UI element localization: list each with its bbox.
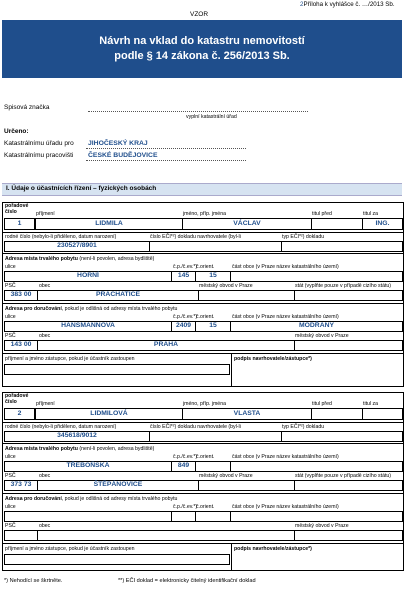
- orient-no-field[interactable]: [195, 271, 231, 282]
- perm-addr-heading: [5, 446, 154, 452]
- del-street-field[interactable]: [4, 511, 172, 522]
- divider: [3, 232, 403, 233]
- district-label: městský obvod v Praze: [295, 333, 349, 339]
- house-no-label: č.p./č.ev.*): [173, 504, 198, 510]
- eci-type-label: typ EČI*²) dokladu: [282, 234, 325, 240]
- representative-field[interactable]: [4, 364, 230, 375]
- signature-field[interactable]: [233, 554, 401, 568]
- given-name-label: jméno, příp. jména: [183, 211, 226, 217]
- title-after-field[interactable]: [362, 408, 403, 420]
- footnote-2: **) EČI doklad = elektronicky čitelný identifikační doklad: [118, 578, 256, 584]
- order-value: 1: [17, 220, 22, 227]
- surname-value: LIDMILA: [95, 220, 123, 227]
- eci-type-field[interactable]: [281, 431, 403, 442]
- zip-label: PSČ: [5, 283, 16, 289]
- birth-no-field[interactable]: [4, 431, 150, 442]
- town-label: obec: [39, 523, 51, 529]
- title-box: [2, 20, 402, 78]
- divider: [3, 303, 403, 304]
- delivery-note: , pokud je odlišná od adresy místa trvalého pobytu: [61, 496, 178, 502]
- del-part-value: MODŘANY: [298, 322, 335, 329]
- zip-value: 383 00: [10, 291, 32, 298]
- eci-no-label: číslo EČI*²) dokladu navrhovatele (byl-li: [150, 234, 241, 240]
- del-orient-value: 15: [209, 322, 217, 329]
- town-value: PRACHATICE: [95, 291, 141, 298]
- del-town-field[interactable]: [37, 340, 295, 351]
- birth-no-label: rodné číslo (nebylo-li přiděleno, datum narození): [5, 424, 117, 430]
- town-field[interactable]: [37, 290, 199, 301]
- town-part-label: část obce (v Praze název katastrálního území): [232, 454, 339, 460]
- district-label: městský obvod v Praze: [295, 523, 349, 529]
- divider: [3, 253, 403, 254]
- street-label: ulice: [5, 454, 16, 460]
- street-value: TŘEBOŇSKÁ: [66, 462, 110, 469]
- town-part-label: část obce (v Praze název katastrálního území): [232, 314, 339, 320]
- district-label: městský obvod v Praze: [199, 473, 253, 479]
- given-value: VÁCLAV: [233, 220, 261, 227]
- del-zip-value: 143 00: [10, 341, 32, 348]
- title-before-field[interactable]: [311, 408, 363, 420]
- perm-addr-note: (není-li povolen, adresa bydliště): [79, 256, 155, 262]
- title-after-value: ING.: [375, 220, 390, 227]
- party-block-1: [2, 202, 404, 387]
- annex-note-text: Příloha k vyhlášce č. …/2013 Sb.: [303, 1, 395, 8]
- workplace-label: Katastrálnímu pracovišti: [4, 152, 74, 159]
- house-no-field[interactable]: [171, 271, 196, 282]
- house-value: 849: [177, 462, 190, 469]
- del-house-field[interactable]: [171, 321, 196, 332]
- town-part-label: část obce (v Praze název katastrálního území): [232, 504, 339, 510]
- section-label: I. Údaje o účastnících řízení – fyzických osobách: [6, 185, 157, 192]
- street-field[interactable]: [4, 461, 172, 472]
- eci-type-field[interactable]: [281, 241, 403, 252]
- town-part-field[interactable]: [230, 461, 403, 472]
- order-field[interactable]: [4, 218, 35, 230]
- town-field[interactable]: [37, 480, 199, 491]
- given-name-field[interactable]: [182, 408, 312, 420]
- zip-label: PSČ: [5, 523, 16, 529]
- surname-field[interactable]: [35, 218, 183, 230]
- delivery-note: , pokud je odlišná od adresy místa trvalého pobytu: [61, 306, 178, 312]
- title-after-label: titul za: [363, 211, 378, 217]
- district-field[interactable]: [198, 290, 295, 301]
- file-mark-field[interactable]: [88, 111, 308, 112]
- surname-field[interactable]: [35, 408, 183, 420]
- del-orient-field[interactable]: [195, 511, 231, 522]
- title-line-2: podle § 14 zákona č. 256/2013 Sb.: [114, 50, 290, 62]
- signature-label: podpis navrhovatele/zástupce*): [234, 546, 312, 552]
- house-no-label: č.p./č.ev.*): [173, 264, 198, 270]
- zip-field[interactable]: [4, 480, 38, 491]
- footnote-1: *) Nehodící se škrtněte.: [4, 578, 63, 584]
- zip-label: PSČ: [5, 333, 16, 339]
- town-part-field[interactable]: [230, 271, 403, 282]
- orient-no-label: č.orient.: [196, 314, 215, 320]
- town-label: obec: [39, 473, 51, 479]
- house-no-label: č.p./č.ev.*): [173, 454, 198, 460]
- given-name-label: jméno, příp. jména: [183, 401, 226, 407]
- country-field[interactable]: [294, 480, 403, 491]
- eci-type-label: typ EČI*²) dokladu: [282, 424, 325, 430]
- town-part-label: část obce (v Praze název katastrálního území): [232, 264, 339, 270]
- office-label: Katastrálnímu úřadu pro: [4, 140, 74, 147]
- surname-label: příjmení: [36, 211, 55, 217]
- delivery-heading: [5, 306, 177, 312]
- district-field[interactable]: [198, 480, 295, 491]
- divider: [231, 353, 232, 386]
- del-district-field[interactable]: [294, 340, 403, 351]
- del-street-field[interactable]: [4, 321, 172, 332]
- orient-no-label: č.orient.: [196, 264, 215, 270]
- zip-field[interactable]: [4, 290, 38, 301]
- del-part-field[interactable]: [230, 511, 403, 522]
- eci-no-label: číslo EČI*²) dokladu navrhovatele (byl-li: [150, 424, 241, 430]
- town-label: obec: [39, 283, 51, 289]
- birth-no-value: 345618/9012: [57, 432, 97, 439]
- divider: [3, 443, 403, 444]
- order-label: pořadové číslo: [5, 203, 29, 215]
- house-no-label: č.p./č.ev.*): [173, 314, 198, 320]
- del-orient-field[interactable]: [195, 321, 231, 332]
- order-label: pořadové číslo: [5, 393, 29, 405]
- perm-addr-label: Adresa místa trvalého pobytu: [5, 446, 78, 452]
- street-label: ulice: [5, 504, 16, 510]
- country-label: stát (vyplňte pouze v případě cizího státu): [295, 473, 392, 479]
- delivery-label: Adresa pro doručování: [5, 496, 62, 502]
- del-zip-field[interactable]: [4, 530, 38, 541]
- order-field[interactable]: [4, 408, 35, 420]
- title-before-field[interactable]: [311, 218, 363, 230]
- divider: [3, 543, 403, 544]
- street-value: HORNÍ: [77, 272, 99, 279]
- title-line-1: Návrh na vklad do katastru nemovitostí: [99, 35, 305, 47]
- representative-label: příjmení a jméno zástupce, pokud je účastník zastoupen: [5, 356, 135, 362]
- birth-no-value: 230527/8901: [57, 242, 97, 249]
- surname-value: LIDMILOVÁ: [90, 410, 128, 417]
- eci-no-field[interactable]: [149, 431, 282, 442]
- perm-addr-note: (není-li povolen, adresa bydliště): [79, 446, 155, 452]
- town-label: obec: [39, 333, 51, 339]
- representative-label: příjmení a jméno zástupce, pokud je účastník zastoupen: [5, 546, 135, 552]
- addressed-heading: Určeno:: [4, 128, 29, 135]
- section-bar: [2, 183, 402, 196]
- house-value: 145: [177, 272, 190, 279]
- del-zip-field[interactable]: [4, 340, 38, 351]
- del-town-field[interactable]: [37, 530, 295, 541]
- representative-field[interactable]: [4, 554, 230, 565]
- orient-no-field[interactable]: [195, 461, 231, 472]
- perm-addr-heading: [5, 256, 154, 262]
- zip-value: 373 73: [10, 481, 32, 488]
- street-label: ulice: [5, 264, 16, 270]
- zip-label: PSČ: [5, 473, 16, 479]
- town-value: ŠTĚPÁNOVICE: [93, 481, 143, 488]
- divider: [3, 422, 403, 423]
- given-name-field[interactable]: [182, 218, 312, 230]
- title-before-label: titul před: [312, 401, 332, 407]
- divider: [231, 543, 232, 570]
- perm-addr-label: Adresa místa trvalého pobytu: [5, 256, 78, 262]
- office-line: [86, 148, 246, 149]
- annex-marker: 2: [300, 1, 304, 8]
- country-field[interactable]: [294, 290, 403, 301]
- street-field[interactable]: [4, 271, 172, 282]
- title-after-label: titul za: [363, 401, 378, 407]
- delivery-label: Adresa pro doručování: [5, 306, 62, 312]
- vzor-label: VZOR: [190, 11, 209, 18]
- signature-label: podpis navrhovatele/zástupce*): [234, 356, 312, 362]
- divider: [3, 493, 403, 494]
- office-note: vyplní katastrální úřad: [186, 114, 237, 120]
- del-street-value: HANSMANNOVA: [61, 322, 115, 329]
- workplace-line: [86, 160, 246, 161]
- birth-no-label: rodné číslo (nebylo-li přiděleno, datum narození): [5, 234, 117, 240]
- orient-value: 15: [209, 272, 217, 279]
- title-after-field[interactable]: [362, 218, 403, 230]
- orient-no-label: č.orient.: [196, 504, 215, 510]
- house-no-field[interactable]: [171, 461, 196, 472]
- office-value[interactable]: JIHOČESKÝ KRAJ: [88, 140, 148, 147]
- del-district-field[interactable]: [294, 530, 403, 541]
- given-value: VLASTA: [233, 410, 261, 417]
- del-house-value: 2409: [175, 322, 192, 329]
- file-mark-label: Spisová značka: [4, 104, 50, 111]
- order-value: 2: [17, 410, 22, 417]
- surname-label: příjmení: [36, 401, 55, 407]
- party-block-2: [2, 392, 404, 571]
- street-label: ulice: [5, 314, 16, 320]
- del-house-field[interactable]: [171, 511, 196, 522]
- divider: [3, 353, 403, 354]
- birth-no-field[interactable]: [4, 241, 150, 252]
- country-label: stát (vyplňte pouze v případě cizího státu): [295, 283, 392, 289]
- del-part-field[interactable]: [230, 321, 403, 332]
- orient-no-label: č.orient.: [196, 454, 215, 460]
- del-town-value: PRAHA: [153, 341, 179, 348]
- annex-note: [300, 1, 395, 9]
- workplace-value[interactable]: ČESKÉ BUDĚJOVICE: [88, 152, 158, 159]
- signature-field[interactable]: [233, 364, 401, 384]
- district-label: městský obvod v Praze: [199, 283, 253, 289]
- title-before-label: titul před: [312, 211, 332, 217]
- eci-no-field[interactable]: [149, 241, 282, 252]
- delivery-heading: [5, 496, 177, 502]
